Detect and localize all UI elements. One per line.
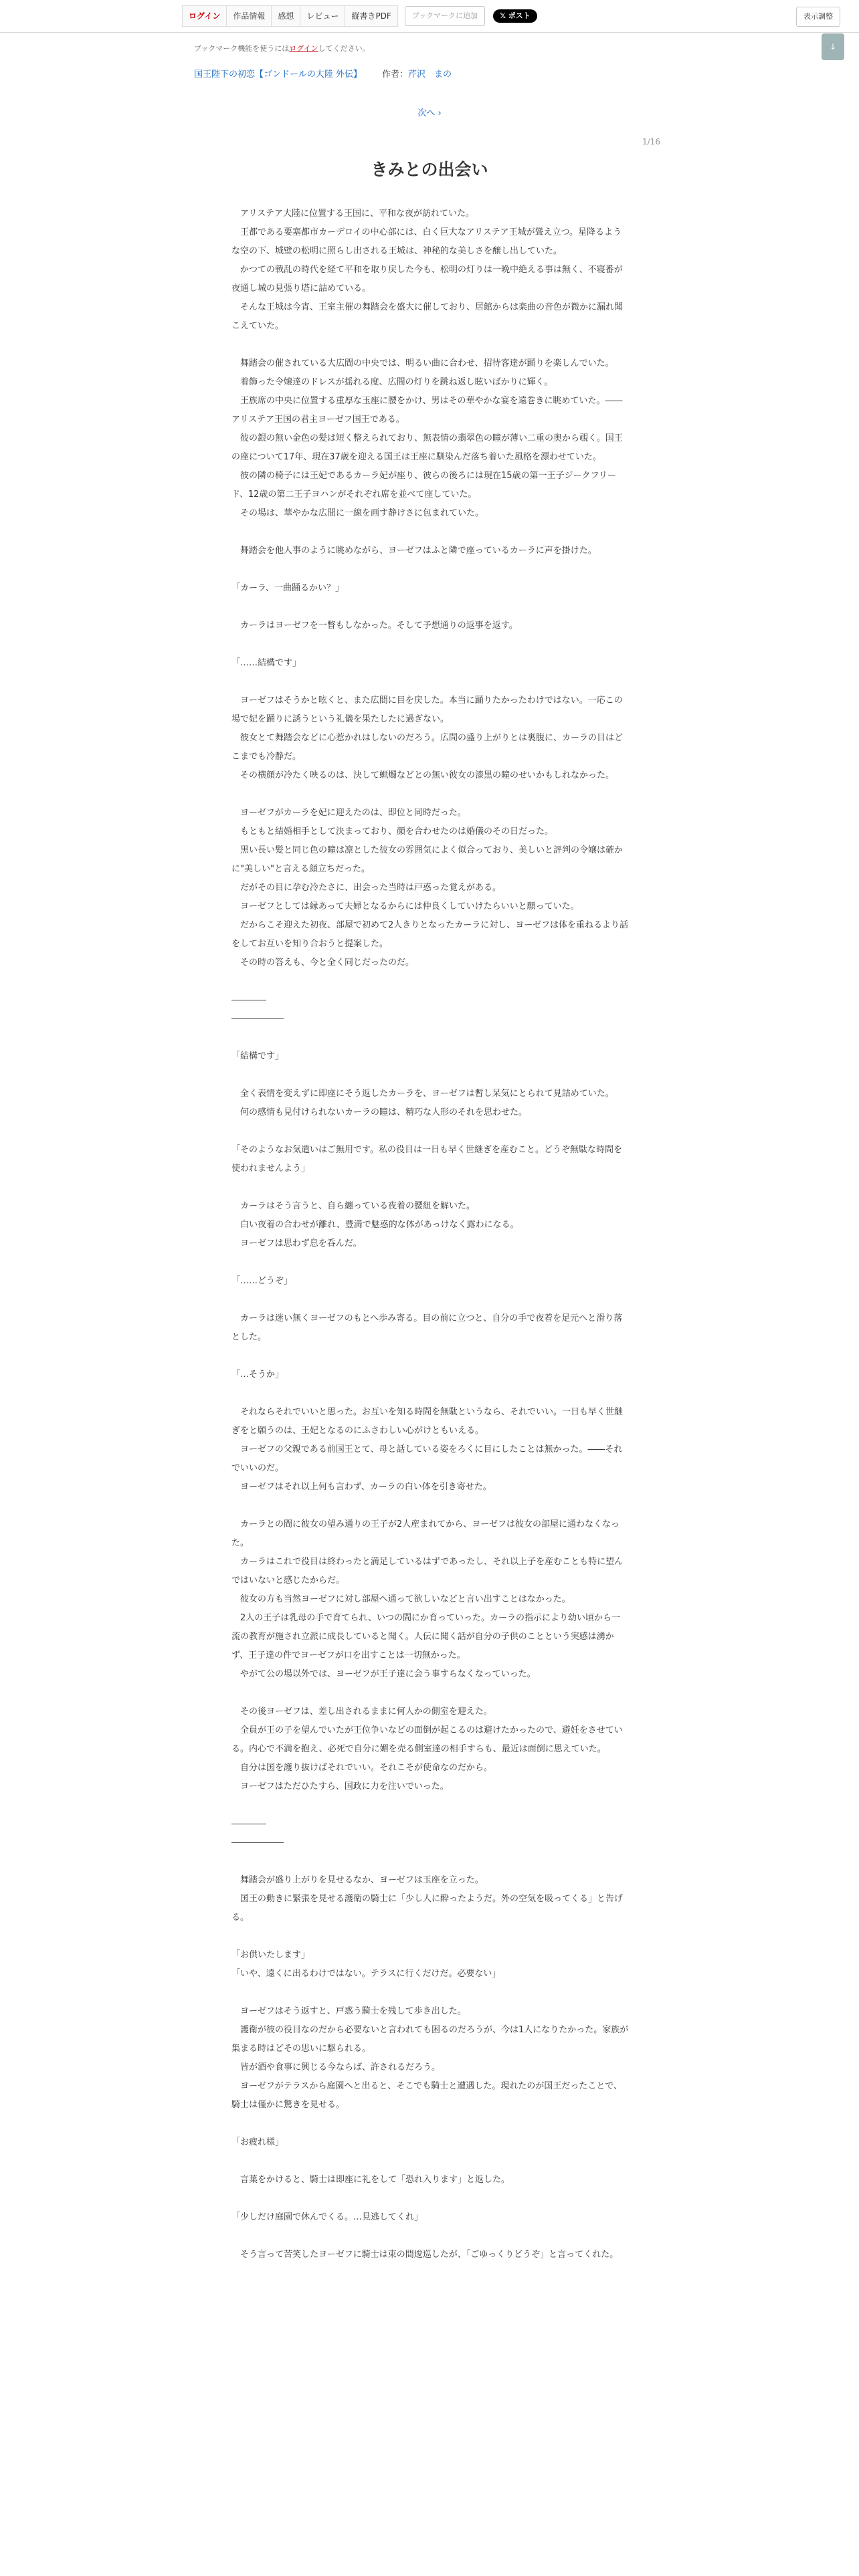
novel-paragraph: 彼女とて舞踏会などに心惹かれはしないのだろう。広間の盛り上がりとは裏腹に、カーラの目はどこまでも冷静だ。 xyxy=(231,733,624,762)
novel-paragraph: 自分は国を護り抜けばそれでいい。それこそが使命なのだから。 xyxy=(231,1763,493,1773)
notice-prefix: ブックマーク機能を使うには xyxy=(194,44,290,53)
work-info-link[interactable]: 作品情報 xyxy=(227,5,272,27)
login-link[interactable]: ログイン xyxy=(182,5,227,27)
next-page-link-container xyxy=(0,106,859,118)
novel-paragraph: その後ヨーゼフは、差し出されるままに何人かの側室を迎えた。 xyxy=(231,1707,492,1717)
novel-paragraph xyxy=(231,336,629,354)
chapter-title: きみとの出会い xyxy=(371,160,488,179)
scroll-down-button[interactable] xyxy=(822,33,844,60)
author-name-link[interactable]: 芹沢 まの xyxy=(408,70,452,80)
novel-paragraph xyxy=(231,1291,629,1309)
series-title-link[interactable]: 国王陛下の初恋【ゴンドールの大陸 外伝】 xyxy=(194,70,362,80)
novel-paragraph: ヨーゼフの父親である前国王とて、母と話している姿をろくに目にしたことは無かった。――それでいいのだ。 xyxy=(231,1444,623,1473)
novel-paragraph: ―――――― xyxy=(231,1838,284,1848)
novel-paragraph: 2人の王子は乳母の手で育てられ、いつの間にか育っていった。カーラの指示により幼い頃から一流の教育が施され立派に成長していると聞く。人伝に聞く話が自分の子供のことという実感は湧かず、王子達の件でヨーゼフが口を出すことは一切無かった。 xyxy=(231,1613,621,1660)
novel-paragraph: 「そのようなお気遣いはご無用です。私の役目は一日も早く世継ぎを産むこと。どうぞ無駄な時間を使われませんよう」 xyxy=(231,1145,622,1174)
novel-paragraph: 王族席の中央に位置する重厚な玉座に腰をかけ、男はその華やかな宴を遠巻きに眺めていた。――アリステア王国の君主ヨーゼフ国王である。 xyxy=(231,396,623,425)
novel-paragraph: ―――― xyxy=(231,995,266,1005)
novel-paragraph: 言葉をかけると、騎士は即座に礼をして「恐れ入ります」と返した。 xyxy=(231,2175,510,2185)
review-link[interactable]: レビュー xyxy=(300,5,345,27)
top-navigation-bar xyxy=(0,0,859,33)
novel-paragraph xyxy=(231,972,629,991)
novel-paragraph xyxy=(231,1347,629,1366)
novel-paragraph: 「お疲れ様」 xyxy=(231,2137,284,2147)
novel-paragraph: 「……どうぞ」 xyxy=(231,1276,293,1286)
novel-paragraph: 舞踏会を他人事のように眺めながら、ヨーゼフはふと隣で座っているカーラに声を掛けた。 xyxy=(231,546,597,556)
novel-paragraph: 白い夜着の合わせが離れ、豊満で魅惑的な体があっけなく露わになる。 xyxy=(231,1220,519,1230)
novel-paragraph: ヨーゼフはそう返すと、戸惑う騎士を残して歩き出した。 xyxy=(231,2006,466,2016)
novel-paragraph xyxy=(231,1122,629,1141)
novel-paragraph: 全員が王の子を望んでいたが王位争いなどの面倒が起こるのは避けたかったので、避妊をさせている。内心で不満を抱え、必死で自分に媚を売る側室達の相手すらも、最近は面倒に思えていた。 xyxy=(231,1725,623,1754)
novel-paragraph xyxy=(231,1066,629,1085)
novel-paragraph: 「カーラ、一曲踊るかい？」 xyxy=(231,583,344,593)
novel-paragraph xyxy=(231,2115,629,2133)
novel-paragraph: ヨーゼフがカーラを妃に迎えたのは、即位と同時だった。 xyxy=(231,808,466,818)
novel-paragraph: 彼の銀の無い金色の髪は短く整えられており、無表情の翡翠色の瞳が薄い二重の奥から覗く。国王の座について17年、現在37歳を迎える国王は王座に馴染んだ落ち着いた風格を漂わせていた。 xyxy=(231,433,623,462)
novel-paragraph: ヨーゼフは思わず息を呑んだ。 xyxy=(231,1239,362,1249)
novel-paragraph: 皆が酒や食事に興じる今ならば、許されるだろう。 xyxy=(231,2062,441,2072)
novel-paragraph xyxy=(231,1796,629,1815)
impressions-link[interactable]: 感想 xyxy=(272,5,300,27)
novel-paragraph xyxy=(231,1927,629,1946)
novel-paragraph: だからこそ迎えた初夜、部屋で初めて2人きりとなったカーラに対し、ヨーゼフは体を重ねるより話をしてお互いを知り合おうと提案した。 xyxy=(231,920,629,949)
novel-paragraph: カーラはこれで役目は終わったと満足しているはずであったし、それ以上子を産むことも特に望んではいないと感じたからだ。 xyxy=(231,1557,624,1586)
novel-paragraph xyxy=(231,635,629,654)
novel-paragraph: 着飾った令嬢達のドレスが揺れる度、広間の灯りを跳ね返し眩いばかりに輝く。 xyxy=(231,377,553,387)
novel-paragraph xyxy=(231,1684,629,1703)
novel-body xyxy=(231,205,629,2264)
novel-paragraph: ヨーゼフとしては縁あって夫婦となるからには仲良くしていけたらいいと願っていた。 xyxy=(231,901,579,911)
novel-paragraph: やがて公の場以外では、ヨーゼフが王子達に会う事すらなくなっていった。 xyxy=(231,1669,536,1679)
novel-paragraph: その場は、華やかな広間に一線を画す静けさに包まれていた。 xyxy=(231,508,484,518)
novel-paragraph xyxy=(231,1497,629,1515)
novel-paragraph: 彼の隣の椅子には王妃であるカーラ妃が座り、彼らの後ろには現在15歳の第一王子ジークフリード、12歳の第二王子ヨハンがそれぞれ席を並べて座していた。 xyxy=(231,471,617,500)
novel-paragraph: 「少しだけ庭園で休んでくる。…見逃してくれ」 xyxy=(231,2212,423,2222)
novel-paragraph: 国王の動きに緊張を見せる護衛の騎士に「少し人に酔ったようだ。外の空気を吸ってくる」と告げる。 xyxy=(231,1894,624,1923)
notice-suffix: してください。 xyxy=(318,44,370,53)
novel-paragraph xyxy=(231,1983,629,2002)
novel-paragraph xyxy=(231,1852,629,1871)
novel-paragraph: 王都である要塞都市カーデロイの中心部には、白く巨大なアリステア王城が聳え立つ。星降るような空の下、城壁の松明に照らし出される王城は、神秘的な美しさを醸し出していた。 xyxy=(231,227,622,256)
page-counter: 1/16 xyxy=(642,137,660,146)
novel-paragraph: ヨーゼフがテラスから庭園へと出ると、そこでも騎士と遭遇した。現れたのが国王だったことで、騎士は僅かに驚きを見せる。 xyxy=(231,2081,623,2110)
novel-paragraph: 彼女の方も当然ヨーゼフに対し部屋へ通って欲しいなどと言い出すことはなかった。 xyxy=(231,1594,571,1604)
author-label: 作者： xyxy=(382,70,409,80)
novel-paragraph: アリステア大陸に位置する王国に、平和な夜が訪れていた。 xyxy=(231,209,474,219)
vertical-pdf-link[interactable]: 縦書きPDF xyxy=(345,5,397,27)
novel-paragraph: 舞踏会の催されている大広間の中央では、明るい曲に合わせ、招待客達が踊りを楽しんでいた。 xyxy=(231,358,614,368)
novel-paragraph: カーラはヨーゼフを一瞥もしなかった。そして予想通りの返事を返す。 xyxy=(231,621,518,631)
novel-paragraph: そんな王城は今宵、王室主催の舞踏会を盛大に催しており、居館からは楽曲の音色が微かに漏れ聞こえていた。 xyxy=(231,302,624,331)
novel-paragraph xyxy=(231,785,629,804)
novel-paragraph xyxy=(231,2152,629,2171)
notice-login-link[interactable]: ログイン xyxy=(289,44,318,53)
novel-paragraph: カーラはそう言うと、自ら纏っている夜着の腰紐を解いた。 xyxy=(231,1201,476,1211)
arrow-down-icon: ↓ xyxy=(829,42,837,51)
novel-paragraph: 何の感情も見付けられないカーラの瞳は、精巧な人形のそれを思わせた。 xyxy=(231,1107,528,1117)
novel-paragraph: 「……結構です」 xyxy=(231,658,302,668)
novel-paragraph: その横顔が冷たく映るのは、決して蝋燭などとの無い彼女の漆黒の瞳のせいかもしれなかった。 xyxy=(231,770,615,780)
novel-paragraph: ヨーゼフはただひたすら、国政に力を注いでいった。 xyxy=(231,1782,449,1792)
novel-paragraph: その時の答えも、今と全く同じだったのだ。 xyxy=(231,958,415,968)
novel-paragraph: 護衛が彼の役目なのだから必要ないと言われても困るのだろうが、今は1人になりたかった。家族が集まる時はどその思いに駆られる。 xyxy=(231,2025,629,2054)
novel-paragraph: カーラとの間に彼女の望み通りの王子が2人産まれてから、ヨーゼフは彼女の部屋に通わなくなった。 xyxy=(231,1519,620,1548)
nav-links xyxy=(182,5,537,27)
novel-paragraph xyxy=(231,1384,629,1403)
novel-paragraph: 「結構です」 xyxy=(231,1051,284,1061)
bookmark-login-notice xyxy=(194,43,370,53)
novel-paragraph xyxy=(231,523,629,542)
novel-paragraph: ―――――― xyxy=(231,1014,284,1024)
novel-paragraph xyxy=(231,1029,629,1047)
novel-paragraph: カーラは迷い無くヨーゼフのもとへ歩み寄る。目の前に立つと、自分の手で夜着を足元へと滑り落とした。 xyxy=(231,1313,623,1342)
novel-paragraph: ヨーゼフはそれ以上何も言わず、カーラの白い体を引き寄せた。 xyxy=(231,1482,492,1492)
novel-paragraph: 「お供いたします」 xyxy=(231,1950,310,1960)
add-bookmark-button[interactable]: ブックマークに追加 xyxy=(405,6,485,26)
novel-paragraph: 「…そうか」 xyxy=(231,1370,284,1380)
novel-paragraph: 全く表情を変えずに即座にそう返したカーラを、ヨーゼフは暫し呆気にとられて見詰めていた。 xyxy=(231,1089,614,1099)
novel-paragraph xyxy=(231,598,629,617)
x-post-button[interactable]: 𝕏 ポスト xyxy=(493,9,537,23)
novel-paragraph: ヨーゼフはそうかと呟くと、また広間に目を戻した。本当に踊りたかったわけではない。一応この場で妃を踊りに誘うという礼儀を果たしたに過ぎない。 xyxy=(231,695,623,724)
novel-paragraph: ―――― xyxy=(231,1819,266,1829)
display-settings-button[interactable]: 表示調整 xyxy=(796,7,840,27)
novel-paragraph: 「いや、遠くに出るわけではない。テラスに行くだけだ。必要ない」 xyxy=(231,1969,501,1979)
novel-paragraph: かつての戦乱の時代を経て平和を取り戻した今も、松明の灯りは一晩中絶える事は無く、不寝番が夜通し城の見張り塔に詰めている。 xyxy=(231,265,623,294)
novel-paragraph xyxy=(231,2189,629,2208)
novel-paragraph xyxy=(231,673,629,691)
novel-paragraph: それならそれでいいと思った。お互いを知る時間を無駄というなら、それでいい。一日も早く世継ぎをと願うのは、王妃となるのにふさわしい心がけともいえる。 xyxy=(231,1407,624,1436)
novel-paragraph: そう言って苦笑したヨーゼフに騎士は束の間逡巡したが、「ごゆっくりどうぞ」と言ってくれた。 xyxy=(231,2250,619,2260)
novel-paragraph: だがその目に孕む冷たさに、出会った当時は戸惑った覚えがある。 xyxy=(231,883,502,893)
novel-paragraph: もともと結婚相手として決まっており、顔を合わせたのは婚儀のその日だった。 xyxy=(231,827,554,837)
next-page-link[interactable]: 次へ › xyxy=(417,108,442,118)
series-info xyxy=(194,67,452,80)
novel-paragraph xyxy=(231,560,629,579)
novel-paragraph xyxy=(231,1178,629,1197)
novel-paragraph: 舞踏会が盛り上がりを見せるなか、ヨーゼフは玉座を立った。 xyxy=(231,1875,484,1885)
novel-paragraph xyxy=(231,2227,629,2246)
novel-paragraph xyxy=(231,1253,629,1272)
novel-paragraph: 黒い長い髪と同じ色の瞳は凛とした彼女の雰囲気によく似合っており、美しいと評判の令嬢は確かに"美しい"と言える顔立ちだった。 xyxy=(231,845,624,874)
